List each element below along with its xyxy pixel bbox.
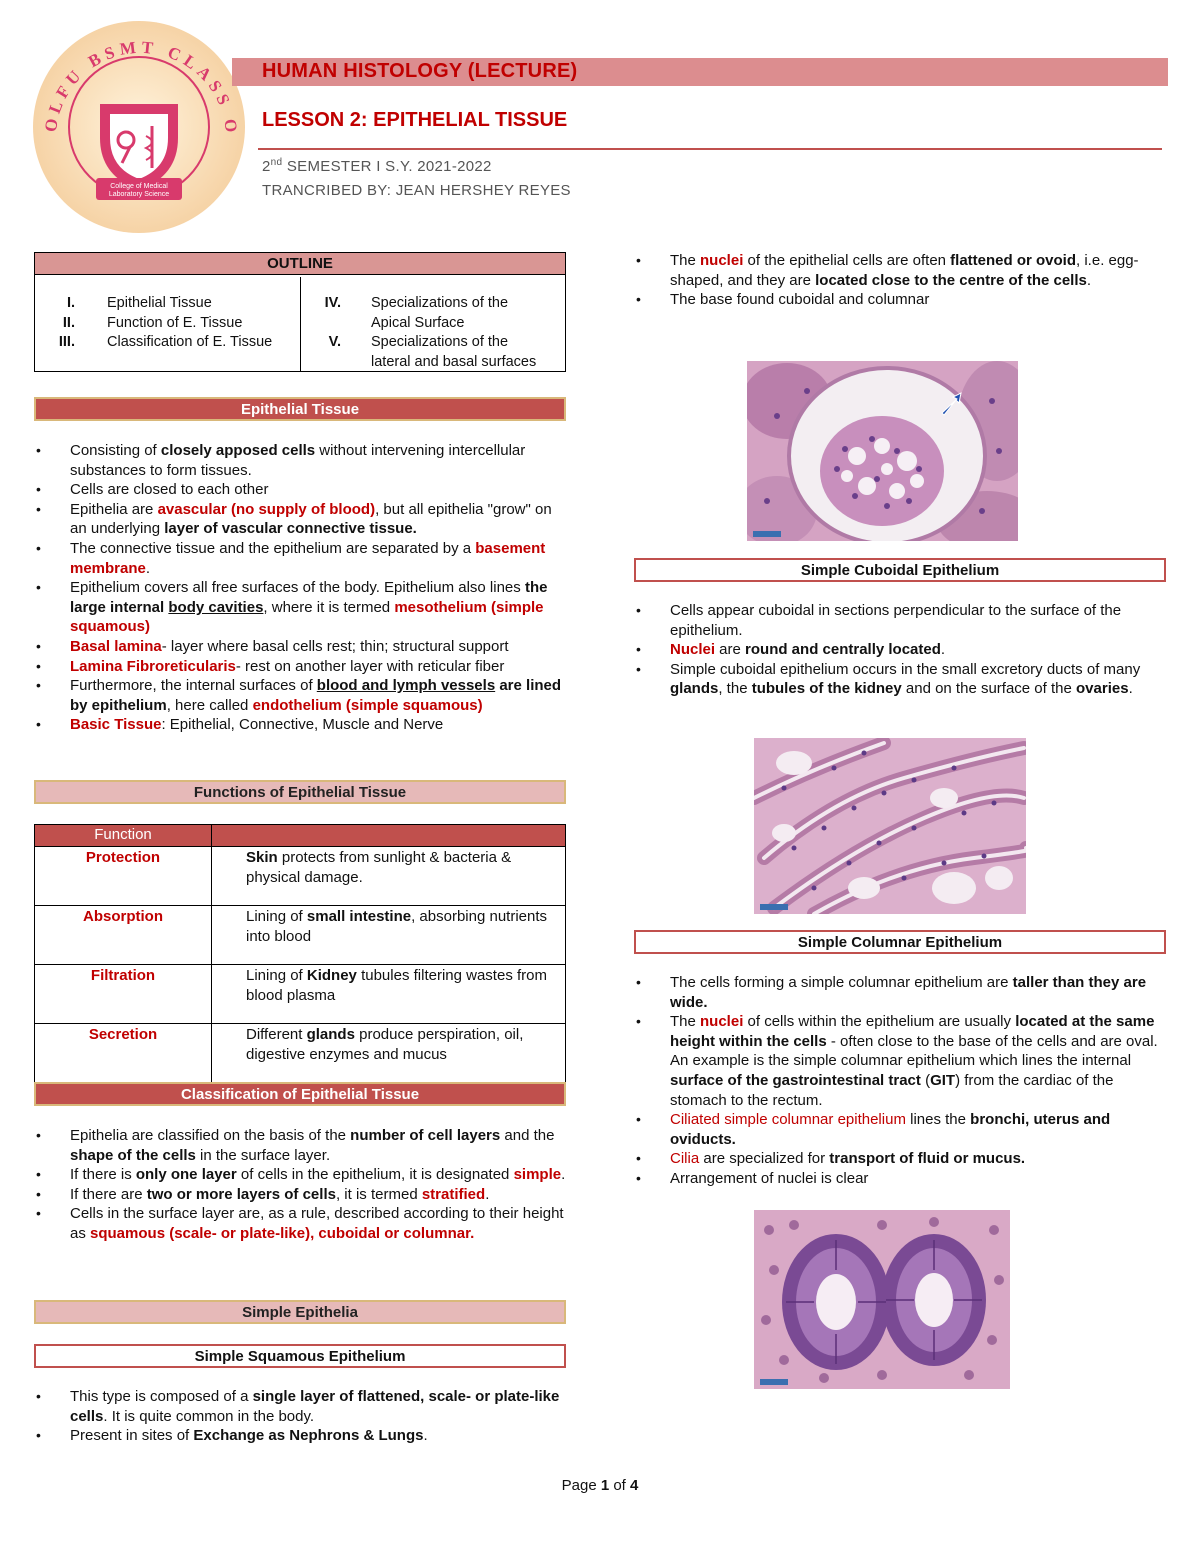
section-classification: Classification of Epithelial Tissue [34, 1082, 566, 1106]
function-name: Filtration [35, 965, 212, 1024]
list-item: • Basal lamina- layer where basal cells rest; thin; structural support [34, 637, 566, 657]
outline-item-continued: lateral and basal surfaces [371, 353, 537, 370]
list-item: • Furthermore, the internal surfaces of blood and lymph vessels are lined by epithelium, here called endothelium (simple squamous) [34, 676, 566, 715]
function-description: Lining of small intestine, absorbing nutrients into blood [212, 906, 566, 965]
table-row [35, 847, 566, 906]
outline-item: I. Epithelial Tissue [66, 295, 212, 311]
list-item: • Nuclei are round and centrally located. [634, 640, 1166, 660]
course-title: HUMAN HISTOLOGY (LECTURE) [262, 60, 578, 82]
list-item: • This type is composed of a single layer of flattened, scale- or plate-like cells. It is quite common in the body. [34, 1387, 566, 1426]
list-item: • The nuclei of the epithelial cells are often flattened or ovoid, i.e. egg-shaped, and they are located close to the centre of the cells. [634, 251, 1166, 290]
list-item: • Cells in the surface layer are, as a rule, described according to their height as squamous (scale- or plate-like), cuboidal or columnar. [34, 1204, 566, 1243]
functions-table [34, 824, 566, 1083]
outline-title: OUTLINE [35, 253, 565, 275]
list-item: • The base found cuboidal and columnar [634, 290, 1166, 310]
epithelial-tissue-list [34, 441, 566, 735]
table-header-row [35, 825, 566, 847]
list-item: • Cells are closed to each other [34, 480, 566, 500]
function-name: Absorption [35, 906, 212, 965]
outline-left-column [35, 277, 301, 371]
table-header-cell [212, 825, 566, 847]
svg-text:College of Medical: College of Medical [110, 183, 168, 190]
simple-squamous-micrograph [747, 361, 1018, 541]
list-item: • Ciliated simple columnar epithelium lines the bronchi, uterus and oviducts. [634, 1110, 1166, 1149]
outline-right-column [301, 277, 565, 371]
list-item: • Epithelium covers all free surfaces of the body. Epithelium also lines the large internal body cavities, where it is termed mesothelium (simple squamous) [34, 578, 566, 637]
outline-table [34, 252, 566, 372]
list-item: • The nuclei of cells within the epithelium are usually located at the same height within the cells - often close to the base of the cells and are oval. An example is the simple columnar epithelium which lines the internal surface of the gastrointestinal tract (GIT) from the cardiac of the stomach to the rectum. [634, 1012, 1166, 1110]
transcriber-line: TRANCRIBED BY: JEAN HERSHEY REYES [262, 182, 571, 199]
list-item: • Consisting of closely apposed cells without intervening intercellular substances to form tissues. [34, 441, 566, 480]
list-item: • Arrangement of nuclei is clear [634, 1169, 1166, 1189]
simple-columnar-micrograph [754, 1210, 1010, 1389]
list-item: • The connective tissue and the epithelium are separated by a basement membrane. [34, 539, 566, 578]
lesson-title: LESSON 2: EPITHELIAL TISSUE [262, 109, 568, 131]
list-item: • The cells forming a simple columnar epithelium are taller than they are wide. [634, 973, 1166, 1012]
simple-cuboidal-list [634, 601, 1166, 699]
list-item: • Lamina Fibroreticularis- rest on another layer with reticular fiber [34, 657, 566, 677]
classification-list [34, 1126, 566, 1244]
list-item: • Present in sites of Exchange as Nephrons & Lungs. [34, 1426, 566, 1446]
outline-item: III. Classification of E. Tissue [58, 334, 273, 350]
class-seal-logo [30, 18, 248, 236]
function-description: Lining of Kidney tubules filtering wastes from blood plasma [212, 965, 566, 1024]
page-number: Page 1 of 4 [561, 1477, 639, 1494]
section-simple-squamous: Simple Squamous Epithelium [34, 1344, 566, 1368]
table-row [35, 1024, 566, 1083]
section-functions: Functions of Epithelial Tissue [34, 780, 566, 804]
list-item: • If there are two or more layers of cells, it is termed stratified. [34, 1185, 566, 1205]
squamous-nuclei-list [634, 251, 1166, 310]
section-simple-epithelia: Simple Epithelia [34, 1300, 566, 1324]
table-row [35, 906, 566, 965]
semester-line: 2nd SEMESTER I S.Y. 2021-2022 [262, 157, 492, 175]
svg-text:OLFU BSMT CLASS OF 2024: OLFU BSMT CLASS O [40, 37, 242, 139]
outline-item: II. Function of E. Tissue [62, 314, 243, 331]
list-item: • If there is only one layer of cells in the epithelium, it is designated simple. [34, 1165, 566, 1185]
list-item: • Simple cuboidal epithelium occurs in the small excretory ducts of many glands, the tubules of the kidney and on the surface of the ovaries. [634, 660, 1166, 699]
simple-cuboidal-micrograph [754, 738, 1026, 914]
table-header-cell: Function [35, 825, 212, 847]
function-description: Different glands produce perspiration, oil, digestive enzymes and mucus [212, 1024, 566, 1083]
function-name: Protection [35, 847, 212, 906]
simple-squamous-list [34, 1387, 566, 1446]
outline-item-continued: Apical Surface [371, 314, 465, 331]
list-item: • Basic Tissue: Epithelial, Connective, Muscle and Nerve [34, 715, 566, 735]
table-row [35, 965, 566, 1024]
section-epithelial-tissue: Epithelial Tissue [34, 397, 566, 421]
outline-item: V. Specializations of the [328, 334, 509, 350]
svg-text:Laboratory Science: Laboratory Science [108, 191, 170, 198]
function-description: Skin protects from sunlight & bacteria & physical damage. [212, 847, 566, 906]
outline-item: IV. Specializations of the [324, 295, 509, 311]
list-item: • Epithelia are classified on the basis of the number of cell layers and the shape of the cells in the surface layer. [34, 1126, 566, 1165]
list-item: • Cilia are specialized for transport of fluid or mucus. [634, 1149, 1166, 1169]
list-item: • Cells appear cuboidal in sections perpendicular to the surface of the epithelium. [634, 601, 1166, 640]
list-item: • Epithelia are avascular (no supply of blood), but all epithelia "grow" on an underlying layer of vascular connective tissue. [34, 500, 566, 539]
simple-columnar-list [634, 973, 1166, 1189]
function-name: Secretion [35, 1024, 212, 1083]
section-simple-columnar: Simple Columnar Epithelium [634, 930, 1166, 954]
section-simple-cuboidal: Simple Cuboidal Epithelium [634, 558, 1166, 582]
header-divider [258, 148, 1162, 150]
